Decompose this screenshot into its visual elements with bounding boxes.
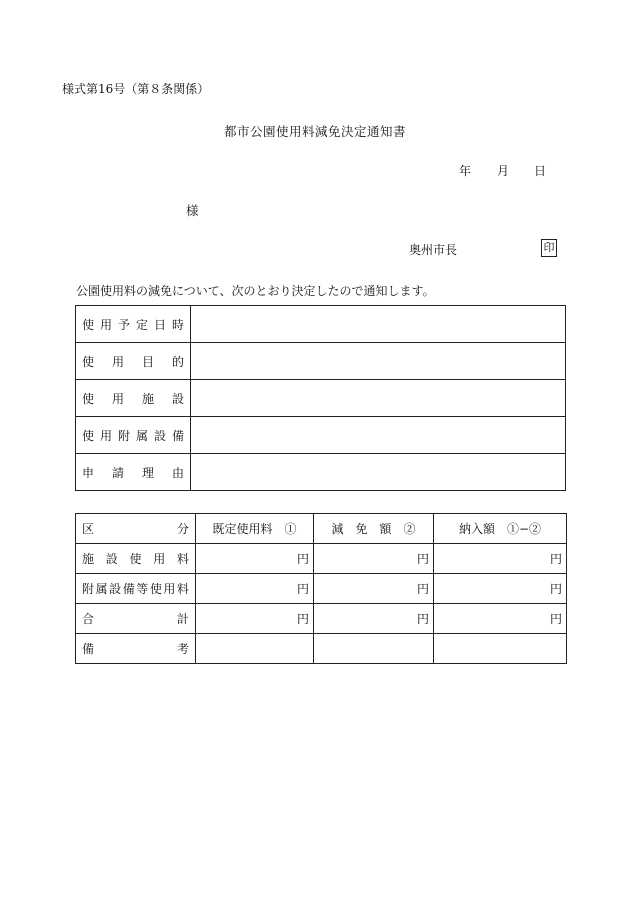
details-label: 使用施設 <box>76 380 191 417</box>
details-row <box>76 454 566 491</box>
details-row <box>76 306 566 343</box>
fee-cell: 円 <box>434 604 567 634</box>
fee-cell: 円 <box>434 544 567 574</box>
fee-cell: 円 <box>196 604 314 634</box>
fee-header-reduction: 減 免 額 ② <box>314 514 434 544</box>
fee-row-label: 附属設備等使用料 <box>76 574 196 604</box>
notice-text: 公園使用料の減免について、次のとおり決定したので通知します。 <box>76 284 435 298</box>
details-row <box>76 343 566 380</box>
details-value <box>191 380 566 417</box>
fee-row <box>76 574 567 604</box>
form-number: 様式第16号（第８条関係） <box>62 82 210 96</box>
details-label: 申請理由 <box>76 454 191 491</box>
details-table <box>75 305 566 491</box>
fee-cell: 円 <box>314 574 434 604</box>
date-month-label: 月 <box>497 164 510 178</box>
fee-cell: 円 <box>196 574 314 604</box>
details-value <box>191 306 566 343</box>
fee-header-row <box>76 514 567 544</box>
details-label: 使用附属設備 <box>76 417 191 454</box>
details-value <box>191 343 566 380</box>
fee-cell: 円 <box>314 604 434 634</box>
details-value <box>191 454 566 491</box>
fee-table <box>75 513 567 664</box>
addressee-suffix: 様 <box>186 203 199 218</box>
details-label: 使用目的 <box>76 343 191 380</box>
date-day-label: 日 <box>534 164 547 178</box>
fee-row-label: 合計 <box>76 604 196 634</box>
details-row <box>76 380 566 417</box>
date-year-label: 年 <box>459 164 472 178</box>
fee-row-label: 施設使用料 <box>76 544 196 574</box>
fee-header-category: 区 分 <box>76 514 196 544</box>
fee-cell: 円 <box>314 544 434 574</box>
details-row <box>76 417 566 454</box>
fee-header-standard: 既定使用料 ① <box>196 514 314 544</box>
fee-cell <box>314 634 434 664</box>
fee-cell: 円 <box>196 544 314 574</box>
document-title: 都市公園使用料減免決定通知書 <box>223 124 406 139</box>
fee-row <box>76 544 567 574</box>
seal-stamp: 印 <box>541 239 557 257</box>
fee-row-label: 備考 <box>76 634 196 664</box>
fee-header-payment: 納入額 ①−② <box>434 514 567 544</box>
fee-cell <box>434 634 567 664</box>
issuer-name: 奥州市長 <box>409 243 458 257</box>
fee-row <box>76 604 567 634</box>
details-label: 使用予定日時 <box>76 306 191 343</box>
fee-cell: 円 <box>434 574 567 604</box>
fee-cell <box>196 634 314 664</box>
details-value <box>191 417 566 454</box>
fee-row <box>76 634 567 664</box>
